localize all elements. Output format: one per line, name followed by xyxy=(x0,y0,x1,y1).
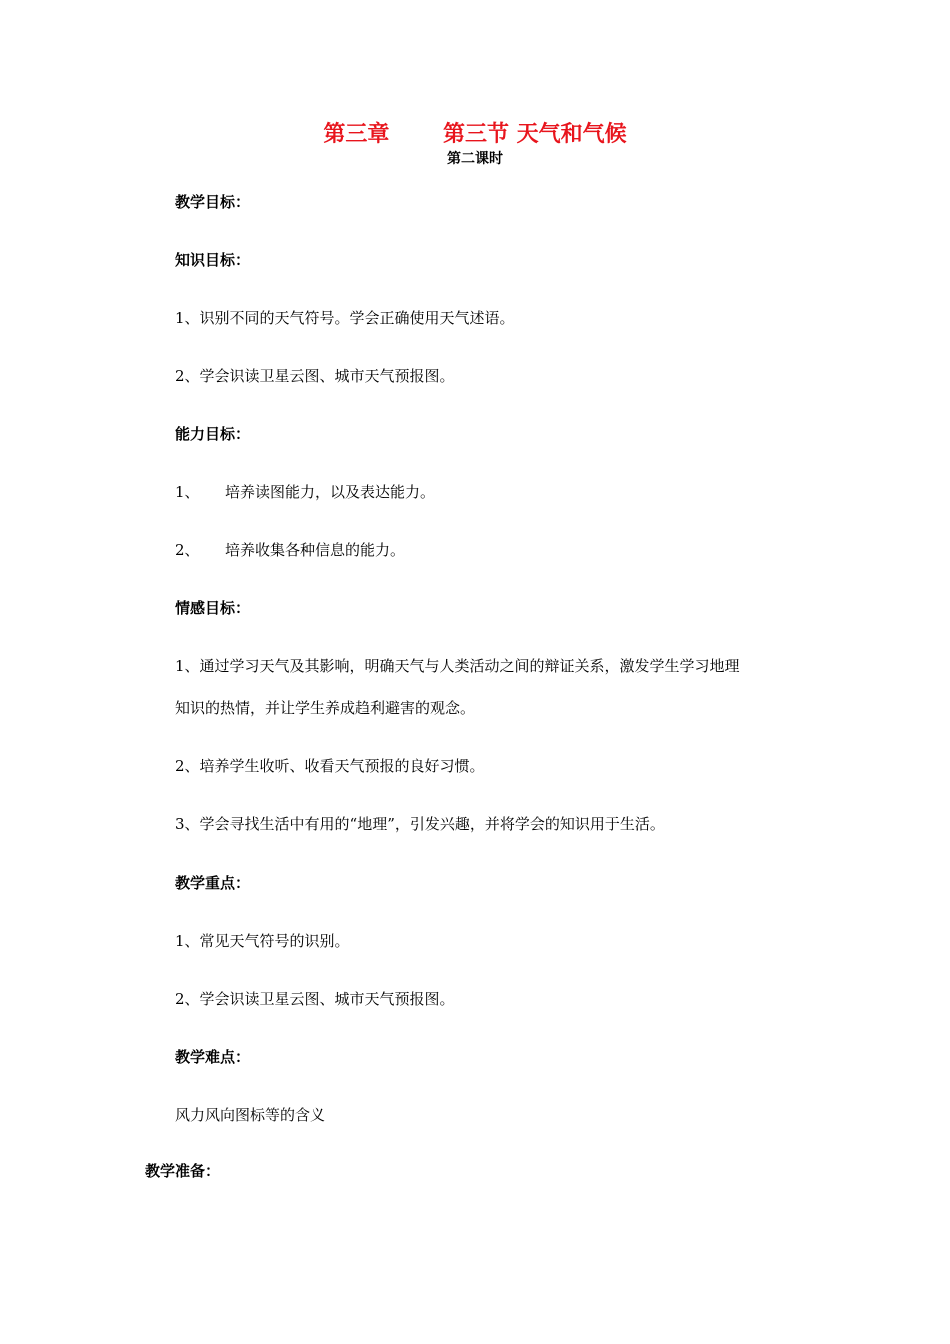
item-text: 培养收集各种信息的能力。 xyxy=(225,541,406,559)
item-number: 1、 xyxy=(175,483,200,501)
difficult-points-heading: 教学难点： xyxy=(175,1048,251,1066)
teaching-goals-heading: 教学目标： xyxy=(175,193,251,211)
document-title xyxy=(0,120,950,150)
item-text: 培养读图能力，以及表达能力。 xyxy=(225,483,436,501)
ability-goal-item xyxy=(175,482,435,502)
knowledge-goal-item: 2、学会识读卫星云图、城市天气预报图。 xyxy=(175,367,455,385)
difficult-point-text: 风力风向图标等的含义 xyxy=(175,1106,326,1124)
item-number: 2、 xyxy=(175,541,200,559)
knowledge-goals-heading: 知识目标： xyxy=(175,251,251,269)
ability-goal-item xyxy=(175,540,405,560)
key-points-heading: 教学重点： xyxy=(175,874,251,892)
lesson-subtitle: 第二课时 xyxy=(447,151,503,167)
emotion-goal-item: 2、培养学生收听、收看天气预报的良好习惯。 xyxy=(175,757,485,775)
chapter-label: 第三章 xyxy=(323,122,390,147)
emotion-goal-item: 3、学会寻找生活中有用的“地理”，引发兴趣，并将学会的知识用于生活。 xyxy=(175,815,665,833)
emotion-goals-heading: 情感目标： xyxy=(175,599,251,617)
knowledge-goal-item: 1、识别不同的天气符号。学会正确使用天气述语。 xyxy=(175,309,515,327)
emotion-goal-item: 1、通过学习天气及其影响，明确天气与人类活动之间的辩证关系，激发学生学习地理 xyxy=(175,657,740,675)
emotion-goal-item-continued: 知识的热情，并让学生养成趋利避害的观念。 xyxy=(175,699,476,717)
key-point-item: 2、学会识读卫星云图、城市天气预报图。 xyxy=(175,990,455,1008)
ability-goals-heading: 能力目标： xyxy=(175,425,251,443)
key-point-item: 1、常见天气符号的识别。 xyxy=(175,932,350,950)
section-label: 第三节 天气和气候 xyxy=(442,122,627,147)
preparation-heading: 教学准备： xyxy=(145,1162,221,1180)
